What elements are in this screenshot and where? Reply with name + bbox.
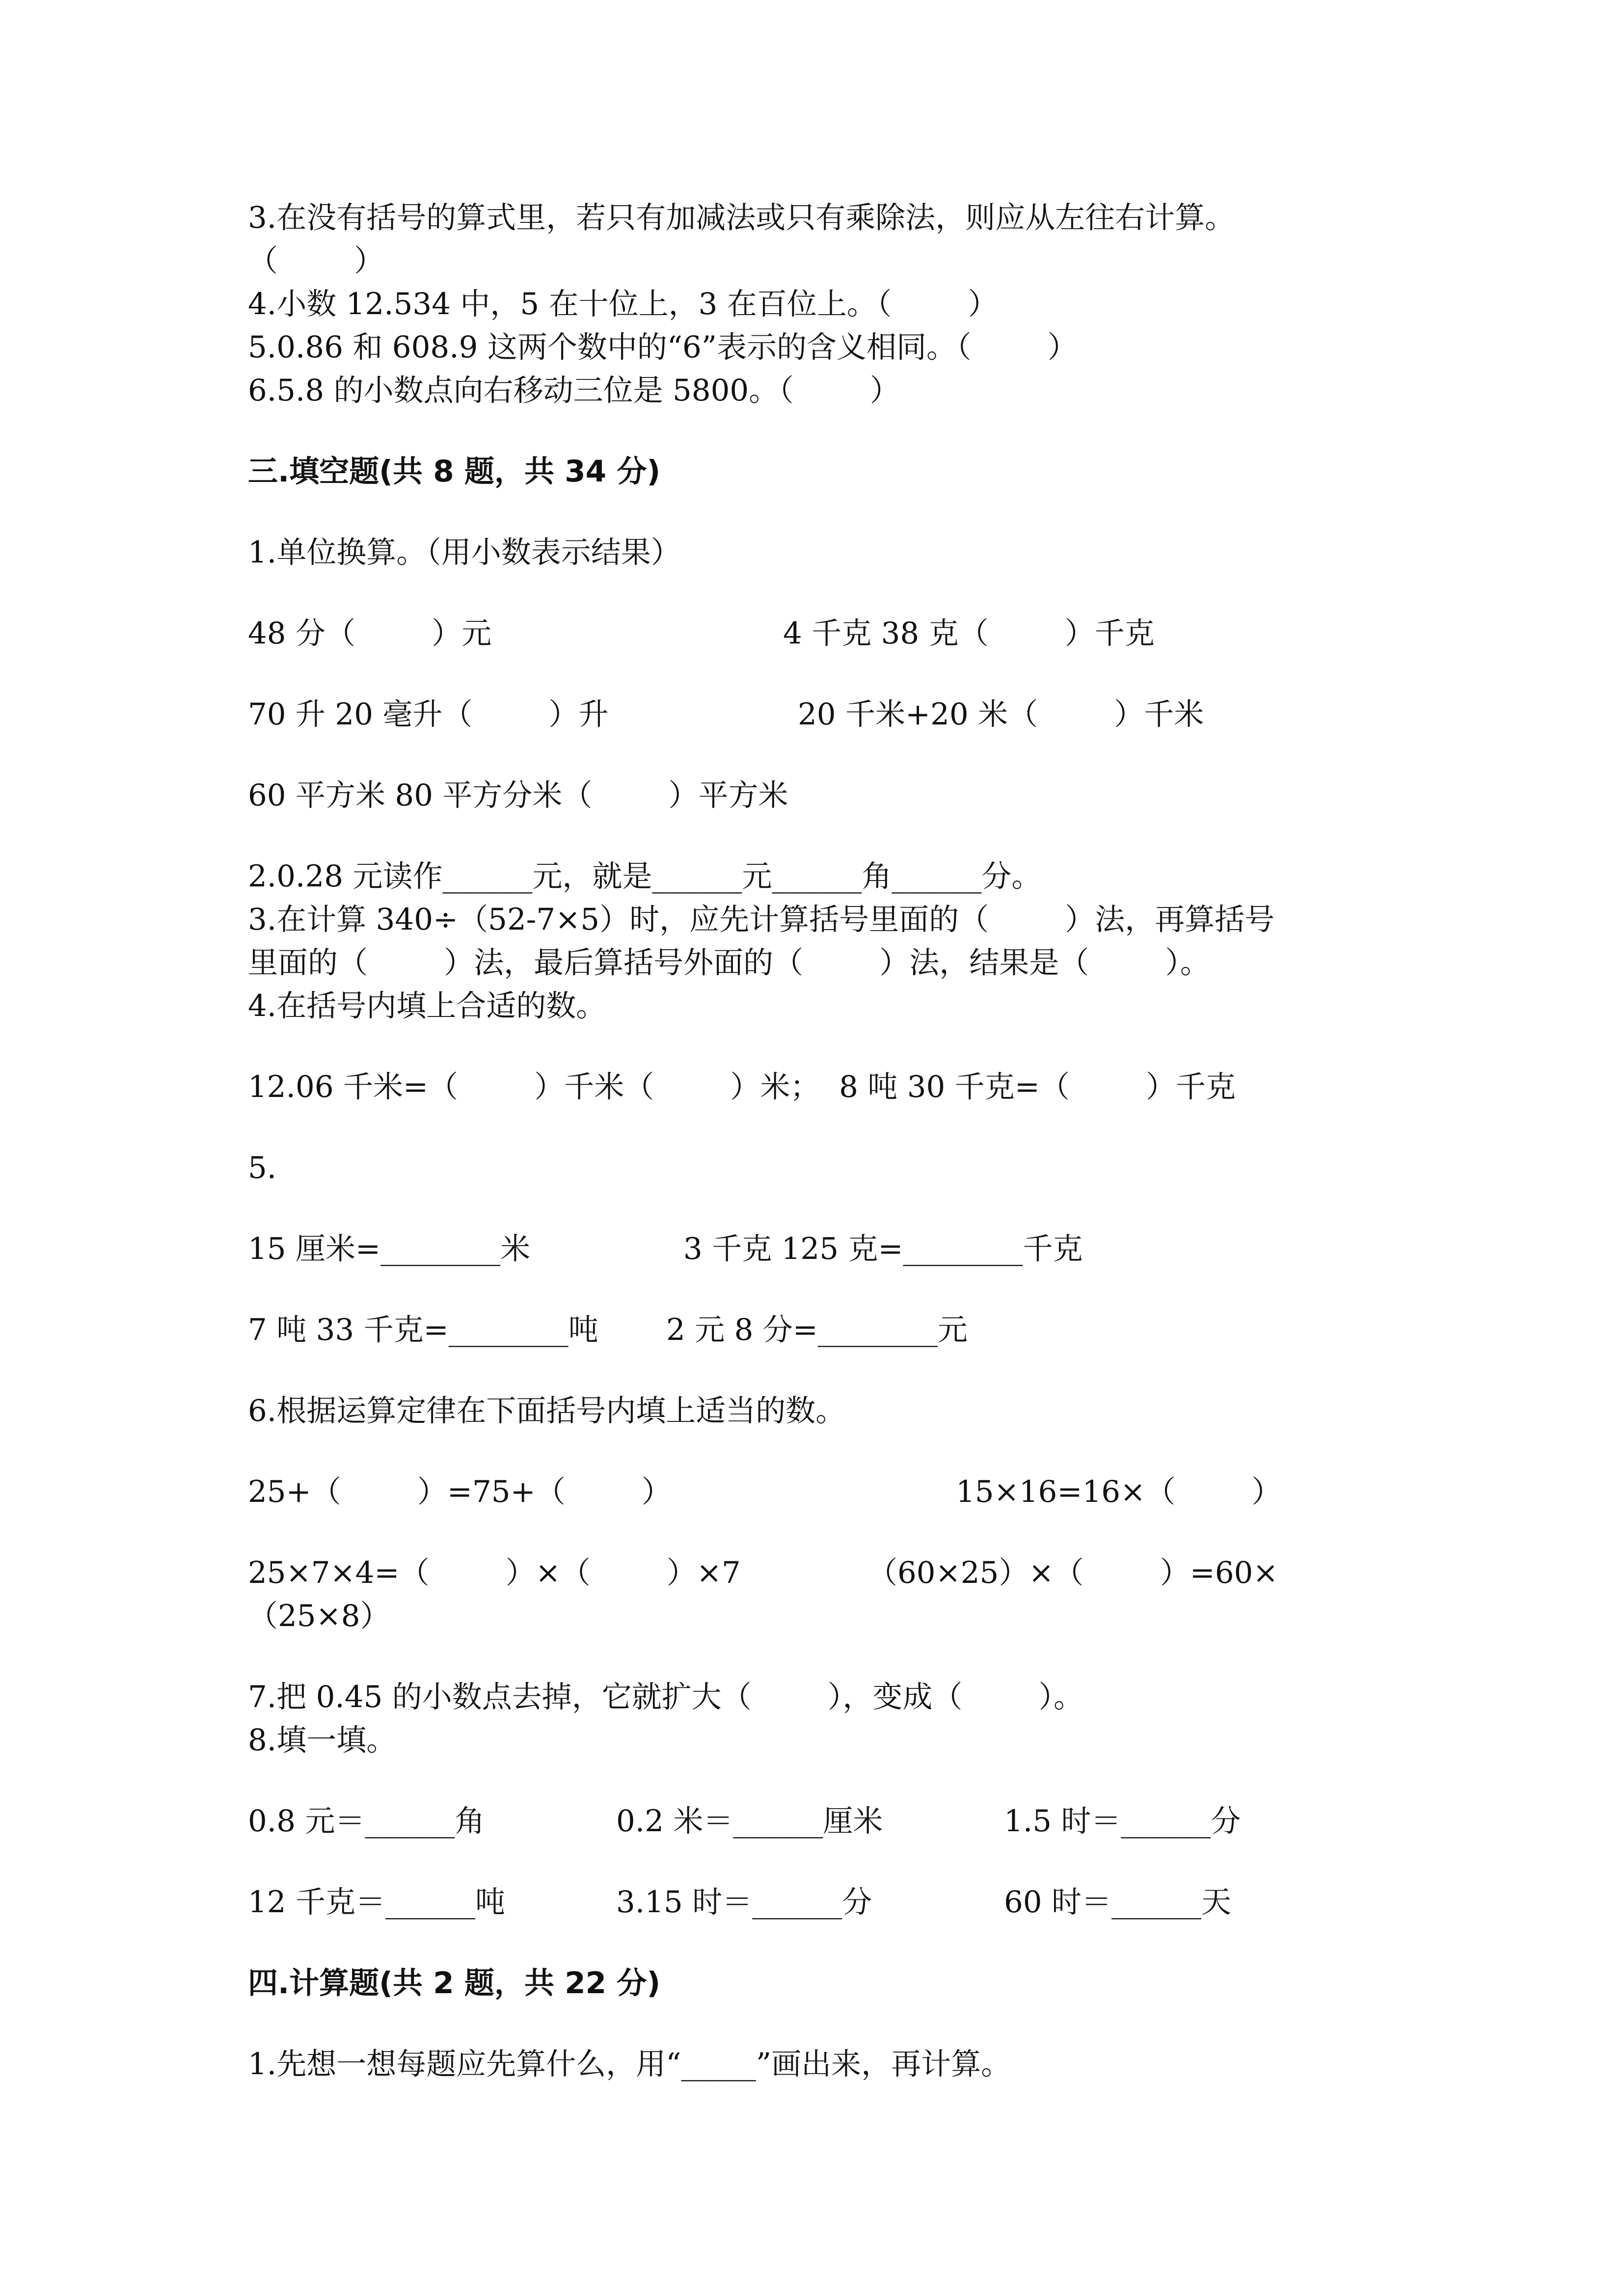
judge-q4: 4.小数 12.534 中，5 在十位上，3 在百位上。（ ） xyxy=(248,287,998,321)
fill-q8-row1-c: 1.5 时＝______分 xyxy=(1004,1804,1241,1839)
fill-q5-stem: 5. xyxy=(248,1150,277,1185)
fill-q6-row2-continuation: （25×8） xyxy=(248,1599,390,1633)
fill-q5-row2-left: 7 吨 33 千克=________吨 xyxy=(248,1312,598,1347)
fill-q7: 7.把 0.45 的小数点去掉，它就扩大（ ），变成（ ）。 xyxy=(248,1680,1084,1714)
fill-q1-row2-right: 20 千米+20 米（ ）千米 xyxy=(798,697,1204,732)
fill-q3-line1: 3.在计算 340÷（52-7×5）时，应先计算括号里面的（ ）法，再算括号 xyxy=(248,902,1275,937)
fill-q4-row: 12.06 千米=（ ）千米（ ）米； 8 吨 30 千克=（ ）千克 xyxy=(248,1069,1236,1104)
fill-q6-row2-right: （60×25）×（ ）=60× xyxy=(867,1555,1278,1590)
fill-q8-row2-a: 12 千克＝______吨 xyxy=(248,1885,506,1920)
fill-q6-stem: 6.根据运算定律在下面括号内填上适当的数。 xyxy=(248,1393,846,1428)
fill-q8-row2-b: 3.15 时＝______分 xyxy=(616,1885,872,1920)
judge-q5: 5.0.86 和 608.9 这两个数中的“6”表示的含义相同。（ ） xyxy=(248,330,1078,365)
fill-q2: 2.0.28 元读作______元，就是______元______角______分。 xyxy=(248,859,1042,894)
judge-q3-line1: 3.在没有括号的算式里，若只有加减法或只有乘除法，则应从左往右计算。 xyxy=(248,200,1235,235)
fill-q1-stem: 1.单位换算。（用小数表示结果） xyxy=(248,535,681,570)
fill-q4-stem: 4.在括号内填上合适的数。 xyxy=(248,988,606,1023)
fill-q8-stem: 8.填一填。 xyxy=(248,1723,397,1758)
fill-q5-row1-left: 15 厘米=________米 xyxy=(248,1231,531,1266)
judge-q3-answer-blank: （ ） xyxy=(248,243,384,278)
fill-q6-row1-right: 15×16=16×（ ） xyxy=(956,1474,1282,1509)
fill-q1-row1-right: 4 千克 38 克（ ）千克 xyxy=(783,616,1155,651)
section3-heading: 三.填空题(共 8 题，共 34 分) xyxy=(248,454,661,489)
calc-q1: 1.先想一想每题应先算什么，用“_____”画出来，再计算。 xyxy=(248,2047,1011,2082)
fill-q1-row3: 60 平方米 80 平方分米（ ）平方米 xyxy=(248,778,788,813)
fill-q8-row1-a: 0.8 元＝______角 xyxy=(248,1804,485,1839)
judge-q6: 6.5.8 的小数点向右移动三位是 5800。（ ） xyxy=(248,373,900,408)
fill-q8-row2-c: 60 时＝______天 xyxy=(1004,1885,1232,1920)
fill-q3-line2: 里面的（ ）法，最后算括号外面的（ ）法，结果是（ ）。 xyxy=(248,945,1210,980)
fill-q5-row2-right: 2 元 8 分=________元 xyxy=(666,1312,968,1347)
fill-q8-row1-b: 0.2 米＝______厘米 xyxy=(616,1804,883,1839)
section4-heading: 四.计算题(共 2 题，共 22 分) xyxy=(248,1966,661,2001)
fill-q1-row2-left: 70 升 20 毫升（ ）升 xyxy=(248,697,609,732)
fill-q6-row1-left: 25+（ ）=75+（ ） xyxy=(248,1474,672,1509)
fill-q5-row1-right: 3 千克 125 克=________千克 xyxy=(683,1231,1083,1266)
fill-q6-row2-left: 25×7×4=（ ）×（ ）×7 xyxy=(248,1555,741,1590)
fill-q1-row1-left: 48 分（ ）元 xyxy=(248,616,492,651)
